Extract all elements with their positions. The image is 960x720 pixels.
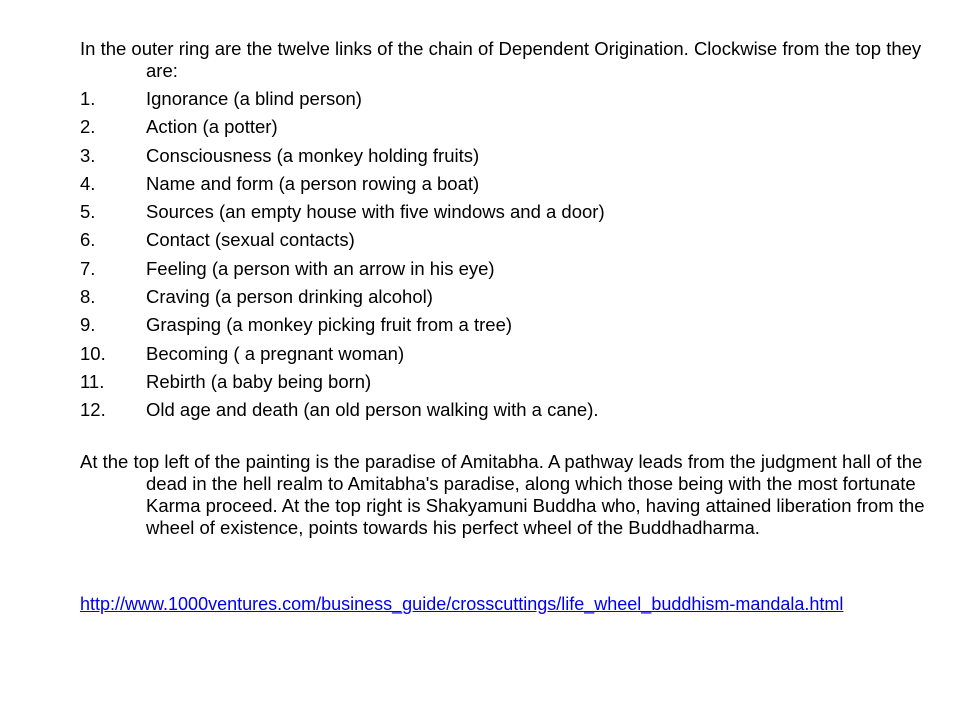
list-item-number: 7. — [80, 257, 96, 279]
list-item-text: Old age and death (an old person walking with a cane). — [146, 399, 599, 421]
list-item-text: Craving (a person drinking alcohol) — [146, 286, 433, 308]
list-item — [80, 371, 900, 393]
list-item — [80, 314, 900, 336]
list-item — [80, 145, 900, 167]
list-item-text: Sources (an empty house with five windows and a door) — [146, 201, 605, 223]
list-item-number: 5. — [80, 201, 96, 223]
list-item-number: 6. — [80, 229, 96, 251]
list-item — [80, 343, 900, 365]
list-item — [80, 286, 900, 308]
list-item-number: 4. — [80, 172, 96, 194]
list-item — [80, 201, 900, 223]
list-item-number: 12. — [80, 399, 106, 421]
list-item-text: Consciousness (a monkey holding fruits) — [146, 144, 480, 166]
list-item-text: Becoming ( a pregnant woman) — [146, 342, 405, 364]
twelve-links-list — [80, 88, 900, 428]
list-item-number: 1. — [80, 88, 96, 109]
list-item-text: Contact (sexual contacts) — [146, 229, 355, 251]
list-item-text: Rebirth (a baby being born) — [146, 370, 372, 392]
list-item-number: 11. — [80, 370, 105, 392]
list-item-number: 8. — [80, 286, 96, 308]
list-item-number: 3. — [80, 144, 96, 166]
list-item-number: 9. — [80, 314, 96, 336]
list-item — [80, 173, 900, 195]
outro-paragraph: At the top left of the painting is the paradise of Amitabha. A pathway leads from the judgment hall of the dead in the hell realm to Amitabha's paradise, along which those being with the most fortunate Karma proceed. At the top right is Shakyamuni Buddha who, having attained liberation from the wheel of existence, points towards his perfect wheel of the Buddhadharma. — [80, 451, 925, 538]
list-item-number: 10. — [80, 342, 106, 364]
list-item — [80, 88, 900, 110]
list-item-text: Name and form (a person rowing a boat) — [146, 172, 480, 194]
intro-paragraph: In the outer ring are the twelve links of the chain of Dependent Origination. Clockwise from the top they are: — [80, 38, 922, 81]
list-item — [80, 116, 900, 138]
list-item-text: Ignorance (a blind person) — [146, 88, 362, 109]
list-item-text: Grasping (a monkey picking fruit from a tree) — [146, 314, 513, 336]
list-item-text: Feeling (a person with an arrow in his eye) — [146, 257, 495, 279]
list-item-text: Action (a potter) — [146, 116, 278, 138]
list-item — [80, 229, 900, 251]
list-item — [80, 399, 900, 421]
source-link[interactable]: http://www.1000ventures.com/business_guide/crosscuttings/life_wheel_buddhism-mandala.html — [80, 594, 844, 614]
list-item — [80, 258, 900, 280]
list-item-number: 2. — [80, 116, 96, 138]
